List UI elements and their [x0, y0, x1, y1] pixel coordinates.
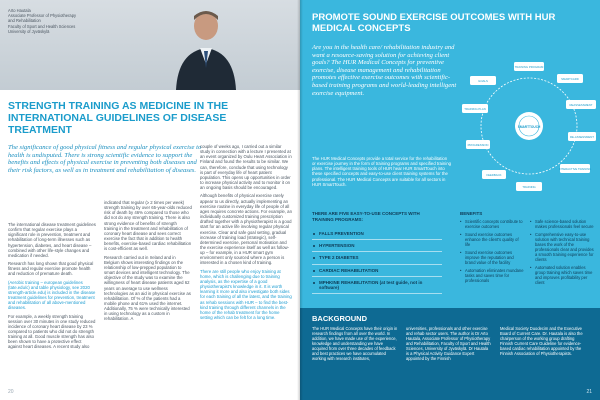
- col3-reference-link[interactable]: There are still people who enjoy training at home, which is challenging due to training analysis, as the expertise of a good physiotherapist's knowledge in it. It is worth learning it more and also investigate both sides for each training of all the latest, and the training as rehab sessions with HUR – to find the best-kind training through different channels in the home of the rehab treatment for the home setting which can be felt for a long time.: [200, 268, 292, 320]
- background-box: [300, 308, 600, 400]
- svg-text:FEEDBACK: FEEDBACK: [486, 173, 502, 177]
- diagram-node: [566, 100, 596, 109]
- col3-paragraph: couple of weeks ago, I carried out a similar study in connection with a lecture I presented at an event organized by Oulu Heart Association in Finland and found the results to be similar. We can, therefore, conclude that using technology is part of everyday life of heart patient population. This opens up opportunities in order to increase physical activity and to monitor it on an ongoing basis should be encouraged.: [200, 144, 292, 191]
- author-university: University of Jyväskylä: [8, 28, 50, 34]
- svg-text:TRAINING PROGRAM: TRAINING PROGRAM: [514, 65, 544, 69]
- article-column-1: [8, 222, 96, 353]
- svg-text:RE-ASSESSMENT: RE-ASSESSMENT: [570, 135, 594, 139]
- col3-paragraph: Although benefits of physical exercise rarely appear to us directly, actually implementing an exercise routine in everyday life of people of all ages requires concrete actions. For example, an individually customized training prescription drafted together with a physiotherapist is a good start for an active life involving regular physical exercise. Clear and safe goal setting, gradual increase of training load (strategic), self-determined exercise, personal motivation and the exercise experience itself as well as follow-up – for example, in a HUR smart gym environment only sourced where a person is interested in a chosen kind of training.: [200, 193, 292, 266]
- diagram-node: [568, 132, 596, 141]
- col2-paragraph: indicated that regular (≥ 2 times per week) strength training by over 65-year-olds reduced risk of death by 46% compared to those who did not do any strength training. There is also strong evidence of benefits of strength training in the treatment and rehabilitation of coronary heart disease and sees correct exercise the fact that in addition to health benefits, exercise-based cardiac rehabilitation is cost-efficient as well.: [104, 200, 192, 252]
- diagram-node: [514, 62, 544, 71]
- col1-paragraph: For example, a weekly strength training session over 30 minutes in one study reduced incidence of coronary heart disease by 23 % compared to patients who did not do strength training at all. Good muscle strength has also been shown to have a protective effect against heart diseases. A recent study also: [8, 313, 96, 350]
- page-number-right: 21: [586, 389, 592, 395]
- benefits-heading: BENEFITS: [460, 211, 483, 216]
- background-column-3: Medical Society Duodecim and the Executive Board of Current Care. Dr. Hautala is also the chairperson of the working group drafting Finnish Current Care Guideline for evidence-based cardiac rehabilitation appointed by the Finnish Association of Physiotherapists.: [500, 326, 583, 356]
- diagram-node: [470, 76, 496, 85]
- benefit-item: • Automated solution enables group training which saves time and improves profitability per client: [530, 265, 594, 285]
- concept-cycle-diagram: [460, 56, 598, 198]
- author-name: Arto Hautala: [8, 8, 31, 13]
- svg-text:INTERACTIVE TRAINING: INTERACTIVE TRAINING: [558, 167, 592, 171]
- page-number-left: 20: [8, 389, 14, 395]
- concepts-list: [312, 228, 442, 294]
- benefit-item: • Automation eliminates mundane tasks and saves time for professionals: [460, 268, 524, 283]
- background-column-2: universities, professionals and other exercise and rehab sector users. The author is Dr Arto Hautala, Associate Professor of Physiotherapy and Rehabilitation, Faculty of Sport and Health Sciences, University of Jyväskylä. Dr Hautala is a Physical Activity Guidance Expert appointed by the Finnish: [406, 326, 491, 361]
- benefit-item: • Comprehensive easy-to-use solution with technical training bases the work of the professionals clear and provides a smooth training experience for clients: [530, 232, 594, 262]
- article-column-2: [104, 200, 192, 325]
- svg-text:REASSESSMENT: REASSESSMENT: [569, 103, 593, 107]
- col1-paragraph: Research has long shown that good physical fitness and regular exercise promote health and reduction of premature death.: [8, 261, 94, 277]
- concepts-intro: The HUR Medical Concepts provide a total service for the rehabilitation or exercise journey in the form of training programs and specified training plans. The intelligent training tools of HUR hear HUR SmartTouch into these specified concepts and easy-to-use client training systems for the professional. The HUR Medical Concepts are suitable for all sectors in HUR SmartTouch.: [312, 156, 452, 187]
- diagram-node: [557, 74, 583, 83]
- article-title: STRENGTH TRAINING AS MEDICINE IN THE INTERNATIONAL GUIDELINES OF DISEASE TREATMENT: [8, 100, 229, 136]
- author-faculty: Faculty of Sport and Health Sciences: [8, 23, 76, 29]
- author-title: Associate Professor of Physiotherapy: [8, 13, 77, 19]
- diagram-node: [516, 182, 542, 191]
- concepts-list-heading: THERE ARE FIVE EASY-TO-USE CONCEPTS WITH TRAINING PROGRAMS:: [312, 211, 420, 222]
- benefit-item: • Safe science-based solution makes professionals feel secure: [530, 219, 594, 229]
- diagram-node: [482, 170, 506, 179]
- concepts-title: PROMOTE SOUND EXERCISE OUTCOMES WITH HUR MEDICAL CONCEPTS: [312, 12, 556, 34]
- concept-item: TYPE 2 DIABETES: [312, 252, 442, 264]
- concept-item: FALLS PREVENTION: [312, 228, 442, 240]
- concept-item: MPHKINE REHABILITATION (at test guide, not in software): [312, 277, 442, 294]
- concepts-lead: Are you in the health care/ rehabilitation industry and want a resource-saving solution for achieving client goals? The HUR Medical Concepts for preventive exercise, disease management and rehabilitation promotes effective exercise outcomes with scientific-based training programs and world-leading intelligent exercise equipment.: [312, 44, 457, 97]
- diagram-node: [462, 104, 488, 113]
- col1-paragraph: The international disease treatment guidelines confirm that regular exercise plays a significant role in prevention, treatment and rehabilitation of long-term illnesses such as hypertension, diabetes, and heart disease – combined with other life-style changes and medication if needed.: [8, 222, 96, 258]
- author-unit: and Rehabilitation: [8, 18, 41, 24]
- svg-text:PROGRESSION: PROGRESSION: [467, 143, 489, 147]
- svg-text:GOALS: GOALS: [478, 79, 488, 83]
- svg-text:TRAINING: TRAINING: [522, 185, 536, 189]
- article-lead: The significance of good physical fitness and regular physical exercise to health is undisputed. There is strong scientific evidence to support the benefits and effects of physical exercise in preventing both diseases and their risk factors, as well as in treatment and rehabilitation of diseases.: [8, 144, 202, 174]
- benefits-list: [460, 219, 594, 287]
- concept-item: CARDIAC REHABILITATION: [312, 265, 442, 277]
- diagram-center-label: SMARTTOUCH: [517, 125, 541, 129]
- diagram-node: [466, 140, 490, 149]
- diagram-node: [559, 164, 592, 173]
- background-column-1: The HUR Medical Concepts have their origin in research findings from all over the world. In addition, we have made use of the experience, knowledge and understanding we have acquired from over three decades of feedback and best practices we have accumulated working with research institutes,: [312, 326, 398, 361]
- benefit-item: • Sound exercise outcomes improve the reputation and brand value of the facility: [460, 250, 524, 265]
- right-page: [300, 0, 600, 400]
- author-portrait-icon: [170, 4, 242, 90]
- spread-fold: [297, 0, 303, 400]
- benefit-item: • Sound exercise outcomes enhance the client's quality of life: [460, 232, 524, 247]
- svg-text:TRAINING PLAN: TRAINING PLAN: [464, 107, 486, 111]
- col1-reference-link[interactable]: (Aerobic training – european guidelines (tate.edu/c) and table physiology, see 2020 strength-article.edu) is included in the disease treatment guidelines for prevention, treatment and rehabilitation of all above-mentioned diseases.: [8, 279, 96, 311]
- article-column-3: [200, 144, 292, 323]
- concept-item: HYPERTENSION: [312, 240, 442, 252]
- background-heading: BACKGROUND: [312, 314, 367, 323]
- col2-paragraph: Research carried out in Ireland and in Belgium shows interesting findings on the relationship of low-prepped population to smart devices and intelligent technology. The objective of the study was to examine the willingness of heart disease patients aged 62 years on average to use wellness technologies as an aid in physical exercise as rehabilitation. Of % of the patients had a mobile phone and 61% used the internet. Additionally, 75 % were technically interested in using technology as a custom in rehabilitation. A: [104, 254, 191, 322]
- benefit-item: • Scientific concepts contribute to exercise outcomes: [460, 219, 524, 229]
- author-caption: [8, 8, 108, 34]
- svg-text:SMARTCARD: SMARTCARD: [561, 77, 579, 81]
